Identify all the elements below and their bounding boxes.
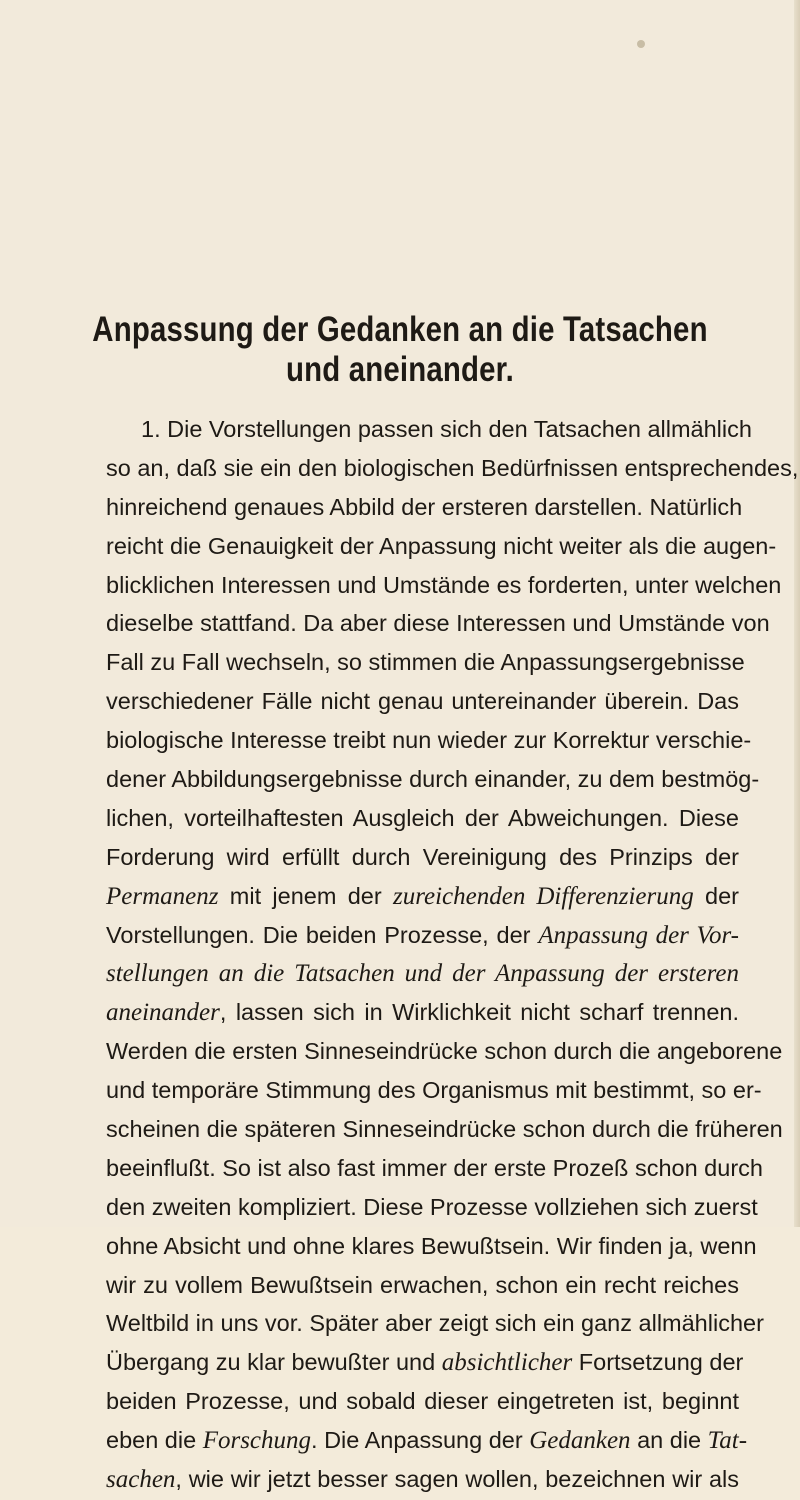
emphasis-text: zureichenden Differenzierung [392,882,694,910]
text-line [106,1032,783,1071]
text-run: Übergang zu klar bewußter und [106,1349,442,1376]
text-run: verschiedener Fälle nicht genau untereinander überein. Das [106,688,739,715]
text-line [106,760,760,799]
emphasis-text: Permanenz [106,882,219,910]
text-run: an die [630,1427,708,1454]
text-line [106,721,752,760]
text-run: , wie wir jetzt besser sagen wollen, bezeichnen wir als [175,1466,739,1493]
text-run: beiden Prozesse, und sobald dieser eingetreten ist, beginnt [106,1388,739,1415]
text-run: biologische Interesse treibt nun wieder zur Korrektur verschie- [106,727,752,754]
text-run: Fall zu Fall wechseln, so stimmen die Anpassungsergebnisse [106,649,745,676]
text-run: Weltbild in uns vor. Später aber zeigt sich ein ganz allmählicher [106,1310,764,1337]
text-line [106,799,739,838]
text-run: scheinen die späteren Sinneseindrücke schon durch die früheren [106,1116,783,1143]
text-line [106,916,739,955]
text-line [106,838,739,877]
text-line [106,410,752,449]
emphasis-text: sachen [106,1466,176,1494]
page-edge [794,0,800,1227]
text-line [106,527,777,566]
text-run: hinreichend genaues Abbild der ersteren darstellen. Natürlich [106,493,743,520]
text-line [106,1460,739,1499]
chapter-title-line-2: und aneinander. [286,350,514,389]
emphasis-text: Gedanken [529,1427,631,1455]
text-run: und temporäre Stimmung des Organismus mit bestimmt, so er- [106,1077,762,1104]
text-line [106,488,743,527]
text-line [106,1227,757,1266]
text-line [106,1343,744,1382]
text-line [106,1149,763,1188]
ink-smudge [637,40,645,48]
text-run: Vorstellungen. Die beiden Prozesse, der [106,921,539,948]
text-line [106,566,782,605]
text-line [106,1421,748,1460]
text-run: den zweiten kompliziert. Diese Prozesse vollziehen sich zuerst [106,1193,758,1220]
body-text [106,410,799,1499]
text-line [106,993,739,1032]
text-line [106,604,770,643]
text-line [106,1071,762,1110]
text-run: Forderung wird erfüllt durch Vereinigung des Prinzips der [106,843,739,870]
text-run: , lassen sich in Wirklichkeit nicht scharf trennen. [219,999,739,1026]
text-run: dieselbe stattfand. Da aber diese Interessen und Umstände von [106,610,770,637]
text-run: Fortsetzung der [572,1349,744,1376]
emphasis-text: Forschung [202,1427,312,1455]
chapter-title-line-1: Anpassung der Gedanken an die Tatsachen [92,310,708,349]
text-run: Werden die ersten Sinneseindrücke schon durch die angeborene [106,1038,783,1065]
text-run: 1. Die Vorstellungen passen sich den Tatsachen allmählich [141,416,752,442]
text-line [106,449,799,488]
text-run: so an, daß sie ein den biologischen Bedürfnissen entsprechendes, [106,454,799,481]
text-run: der [693,882,739,909]
text-run: reicht die Genauigkeit der Anpassung nicht weiter als die augen- [106,532,777,559]
emphasis-text: Tat- [707,1427,748,1455]
text-line [106,1304,764,1343]
text-run: beeinflußt. So ist also fast immer der erste Prozeß schon durch [106,1154,763,1181]
emphasis-text: aneinander [106,999,220,1027]
text-run: ohne Absicht und ohne klares Bewußtsein. Wir finden ja, wenn [106,1232,757,1259]
text-line [106,1266,739,1305]
text-run: . Die Anpassung der [311,1427,530,1454]
text-run: eben die [106,1427,203,1454]
text-line [106,1382,739,1421]
text-line [106,1110,783,1149]
text-run: blicklichen Interessen und Umstände es forderten, unter welchen [106,571,782,598]
text-line [106,954,739,993]
text-line [106,682,739,721]
emphasis-text: Anpassung der Vor- [538,921,739,949]
text-run: dener Abbildungsergebnisse durch einander, zu dem bestmög- [106,766,760,793]
emphasis-text: stellungen an die Tatsachen und der Anpassung der ersteren [106,960,739,988]
text-line [106,643,745,682]
text-line [106,877,739,916]
text-run: mit jenem der [218,882,393,909]
text-run: lichen, vorteilhaftesten Ausgleich der Abweichungen. Diese [106,804,739,831]
text-line [106,1188,758,1227]
text-run: wir zu vollem Bewußtsein erwachen, schon ein recht reiches [106,1271,739,1298]
emphasis-text: absichtlicher [441,1349,573,1377]
